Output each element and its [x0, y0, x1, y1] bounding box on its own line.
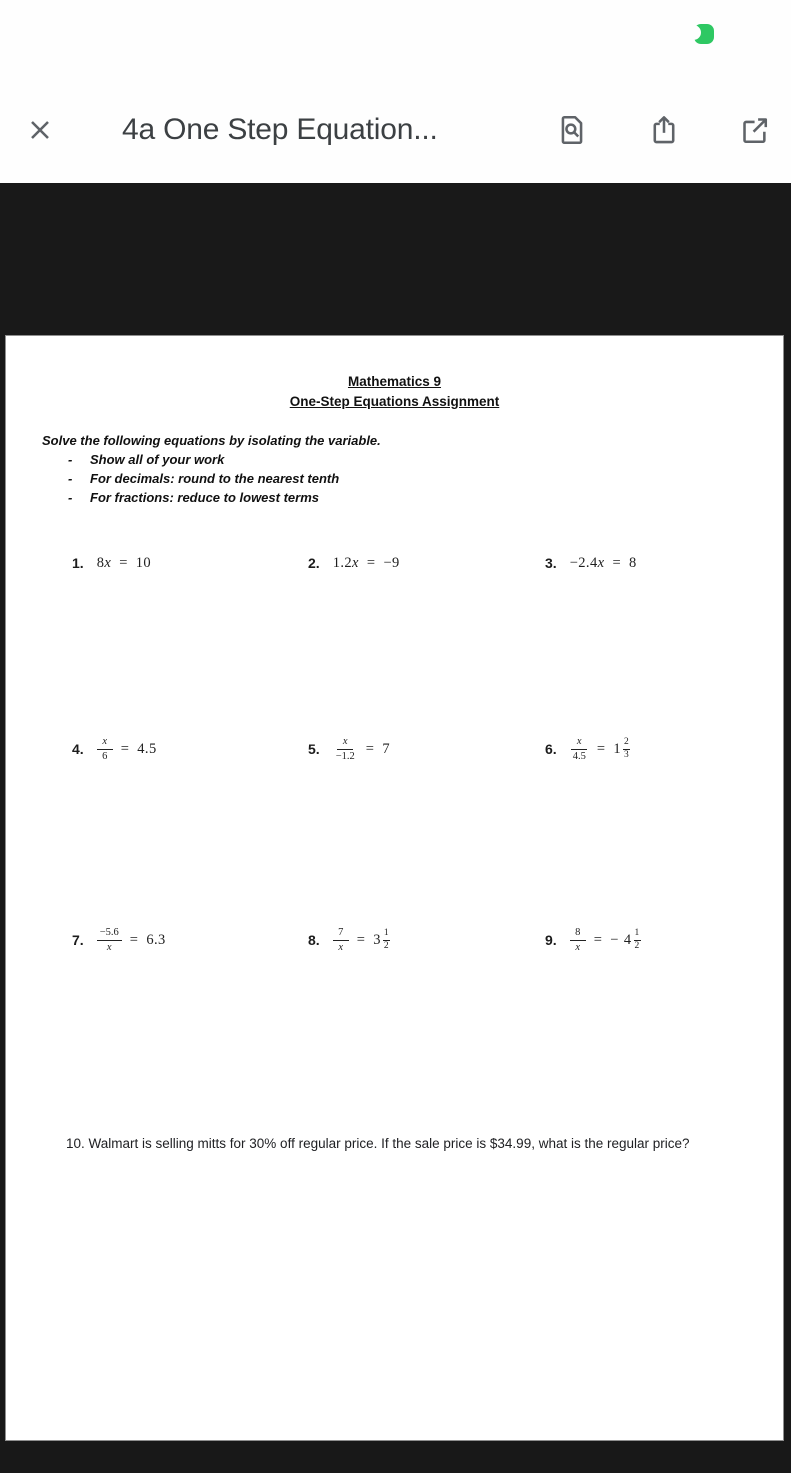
mixed-number: 1 2 3 [613, 737, 630, 760]
instruction-bullet [68, 488, 381, 507]
instruction-bullet [68, 450, 381, 469]
problem-number: 4. [72, 741, 84, 757]
problem-9 [545, 921, 641, 959]
problem-number: 3. [545, 555, 557, 571]
equation: $\frac{x}{-1.2}$ = 7 [333, 735, 390, 762]
bullet-dash: - [68, 471, 73, 486]
equation: 1.2x = −9 [332, 554, 400, 571]
bullet-dash: - [68, 452, 73, 467]
viewer-background [0, 183, 791, 335]
heading-line-1: Mathematics 9 [347, 374, 442, 389]
problem-6 [545, 730, 630, 768]
problem-number: 2. [308, 555, 320, 571]
instructions [42, 431, 381, 507]
bullet-dash: - [68, 490, 73, 505]
document-viewport[interactable] [0, 183, 791, 1473]
heading-line-2: One-Step Equations Assignment [289, 394, 500, 409]
worksheet-heading [6, 372, 783, 412]
problem-number: 8. [308, 932, 320, 948]
equation: $\frac{x}{4.5}$ = 1 2 3 [570, 735, 631, 762]
problem-number: 7. [72, 932, 84, 948]
word-problem-10: 10. Walmart is selling mitts for 30% off regular price. If the sale price is $34.99, what is the regular price? [66, 1136, 690, 1151]
problem-number: 5. [308, 741, 320, 757]
bullet-text: Show all of your work [90, 452, 225, 467]
fraction: $\frac{7}{x}$ [333, 926, 349, 953]
x-close-icon [24, 114, 56, 146]
share-button[interactable] [645, 111, 683, 149]
bullet-text: For fractions: reduce to lowest terms [90, 490, 319, 505]
equation: $\frac{x}{6}$ = 4.5 [97, 735, 157, 762]
document-page [5, 335, 784, 1441]
problem-8 [308, 921, 390, 959]
toolbar [0, 100, 791, 160]
problem-4 [72, 730, 157, 768]
equation: $\frac{7}{x}$ = 3 1 2 [333, 926, 390, 953]
open-in-new-button[interactable] [736, 111, 774, 149]
problem-number: 6. [545, 741, 557, 757]
fraction: $\frac{x}{-1.2}$ [335, 736, 355, 762]
problem-2 [308, 544, 400, 582]
mixed-number: 4 1 2 [623, 928, 640, 951]
green-crescent-icon [694, 24, 714, 44]
problem-3 [545, 544, 637, 582]
equation: −2.4x = 8 [569, 554, 637, 571]
app-header [0, 0, 791, 183]
problem-number: 9. [545, 932, 557, 948]
instruction-bullet [68, 469, 381, 488]
instructions-lead: Solve the following equations by isolating the variable. [42, 433, 381, 448]
fraction: $\frac{x}{6}$ [97, 735, 113, 762]
equation: $\frac{8}{x}$ = − 4 1 2 [570, 926, 641, 953]
find-in-document-button[interactable] [553, 111, 591, 149]
document-title: 4a One Step Equation... [122, 113, 438, 146]
share-up-arrow-icon [647, 113, 681, 147]
page-magnifier-icon [555, 113, 589, 147]
mixed-number: 3 1 2 [373, 928, 390, 951]
open-in-new-icon [738, 113, 772, 147]
bullet-text: For decimals: round to the nearest tenth [90, 471, 340, 486]
equation: $\frac{-5.6}{x}$ = 6.3 [97, 926, 166, 953]
equation: 8x = 10 [96, 554, 152, 571]
problem-7 [72, 921, 166, 959]
problem-1 [72, 544, 151, 582]
fraction: $\frac{-5.6}{x}$ [97, 926, 122, 953]
close-button[interactable] [21, 111, 59, 149]
fraction: $\frac{x}{4.5}$ [572, 736, 586, 762]
problem-5 [308, 730, 390, 768]
problem-number: 1. [72, 555, 84, 571]
fraction: $\frac{8}{x}$ [570, 926, 586, 953]
